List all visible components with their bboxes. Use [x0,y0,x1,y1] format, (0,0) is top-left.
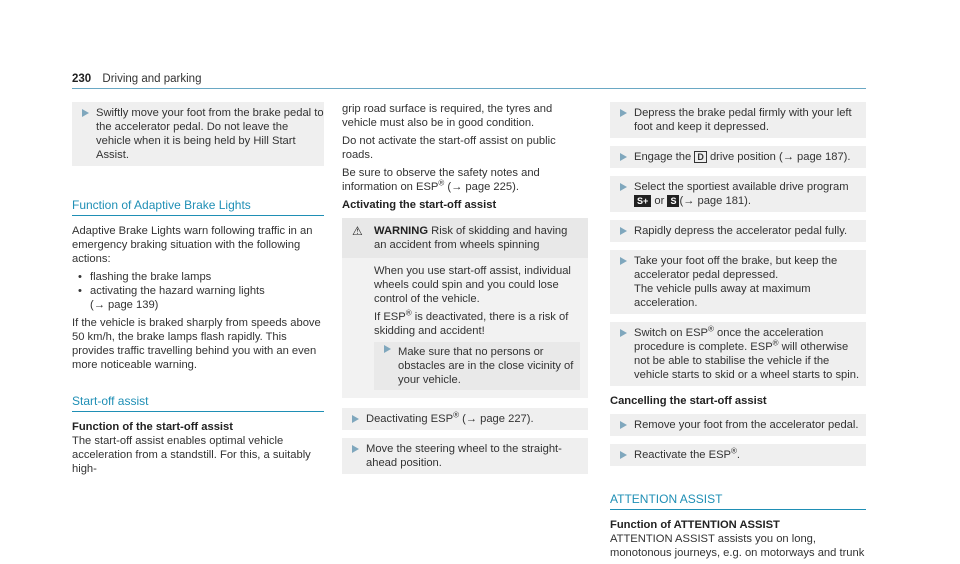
step-arrow-icon [620,329,627,337]
step-arrow-icon [620,451,627,459]
step-arrow-icon [384,345,391,353]
page-ref-link[interactable]: drive position (→ page 187). [706,151,851,163]
cancel-title: Cancelling the start-off assist [610,395,767,407]
warning-triangle-icon: ⚠ [352,224,363,238]
func-title: Function of the start-off assist [72,421,233,433]
step-engage-drive: Engage the D drive position (→ page 187). [610,146,866,168]
list-item: • flashing the brake lamps [72,270,324,284]
abl-paragraph: If the vehicle is braked sharply from speeds above 50 km/h, the brake lamps flash rapidly. This provides traffic travelling behind you with an even more noticeable warning. [72,317,321,371]
column-2 [342,102,588,482]
warning-body: When you use start-off assist, individual wheels could spin and you could lose control of the vehicle. If ESP® is deactivated, there is a risk of skidding and accident! Make sure that no persons or obstacles are in the close vicinity of your vehicle. [342,258,588,398]
activating-title: Activating the start-off assist [342,199,497,211]
step-arrow-icon [352,415,359,423]
step-depress-brake: Depress the brake pedal firmly with your left foot and keep it depressed. [610,102,866,138]
attention-paragraph: ATTENTION ASSIST assists you on long, monotonous journeys, e.g. on motorways and trunk [610,533,865,559]
step-hill-start: Swiftly move your foot from the brake pedal to the accelerator pedal. Do not leave the vehicle when it is being held by Hill Start Assist. [72,102,324,166]
page-ref-link[interactable]: (→ page 181). [679,195,751,207]
step-arrow-icon [620,153,627,161]
warning-step: Make sure that no persons or obstacles are in the close vicinity of your vehicle. [374,342,580,390]
step-arrow-icon [620,183,627,191]
step-arrow-icon [82,109,89,117]
step-deactivate-esp: Deactivating ESP® (→ page 227). [342,408,588,430]
page-ref-link[interactable]: (→ page 139) [90,299,159,311]
step-drive-program: Select the sportiest available drive program S+ or S (→ page 181). [610,176,866,212]
sport-plus-key-icon: S+ [634,195,651,207]
list-item: • activating the hazard warning lights (→ page 139) [72,284,324,312]
step-arrow-icon [352,445,359,453]
column-3 [610,102,866,564]
step-remove-foot: Remove your foot from the accelerator pedal. [610,414,866,436]
page-header [72,72,201,86]
safety-paragraph: Be sure to observe the safety notes and information on ESP® (→ page 225). [342,167,540,193]
public-roads-paragraph: Do not activate the start-off assist on public roads. [342,135,556,161]
header-rule [72,88,866,89]
warning-header: ⚠ WARNING Risk of skidding and having an accident from wheels spinning [352,224,568,251]
section-title-start-off: Start-off assist [72,394,324,412]
warning-box [342,218,588,398]
step-arrow-icon [620,421,627,429]
step-reactivate-esp: Reactivate the ESP®. [610,444,866,466]
drive-key-icon: D [694,151,707,163]
step-steering: Move the steering wheel to the straight-ahead position. [342,438,588,474]
warning-label: WARNING [374,225,429,237]
section-title-abl: Function of Adaptive Brake Lights [72,198,324,216]
step-release-brake: Take your foot off the brake, but keep the accelerator pedal depressed. The vehicle pulls away at maximum acceleration. [610,250,866,314]
section-name: Driving and parking [102,73,202,85]
grip-paragraph: grip road surface is required, the tyres and vehicle must also be in good condition. [342,103,553,129]
func-paragraph: The start-off assist enables optimal vehicle acceleration from a standstill. For this, a suitably high- [72,435,311,475]
abl-bullets [72,270,324,312]
page-ref-link[interactable]: (→ page 225). [444,181,519,193]
step-arrow-icon [620,109,627,117]
attention-title: Function of ATTENTION ASSIST [610,519,780,531]
abl-intro: Adaptive Brake Lights warn following traffic in an emergency braking situation with the following actions: [72,225,313,265]
step-switch-on-esp: Switch on ESP® once the acceleration procedure is complete. ESP® will otherwise not be able to stabilise the vehicle if the vehicle starts to skid or a wheel starts to spin. [610,322,866,386]
step-arrow-icon [620,227,627,235]
step-arrow-icon [620,257,627,265]
page-ref-link[interactable]: (→ page 227). [458,413,534,425]
column-1 [72,102,324,480]
sport-key-icon: S [667,195,679,207]
step-accelerator: Rapidly depress the accelerator pedal fully. [610,220,866,242]
page-number: 230 [72,73,92,85]
section-title-attention: ATTENTION ASSIST [610,492,866,510]
